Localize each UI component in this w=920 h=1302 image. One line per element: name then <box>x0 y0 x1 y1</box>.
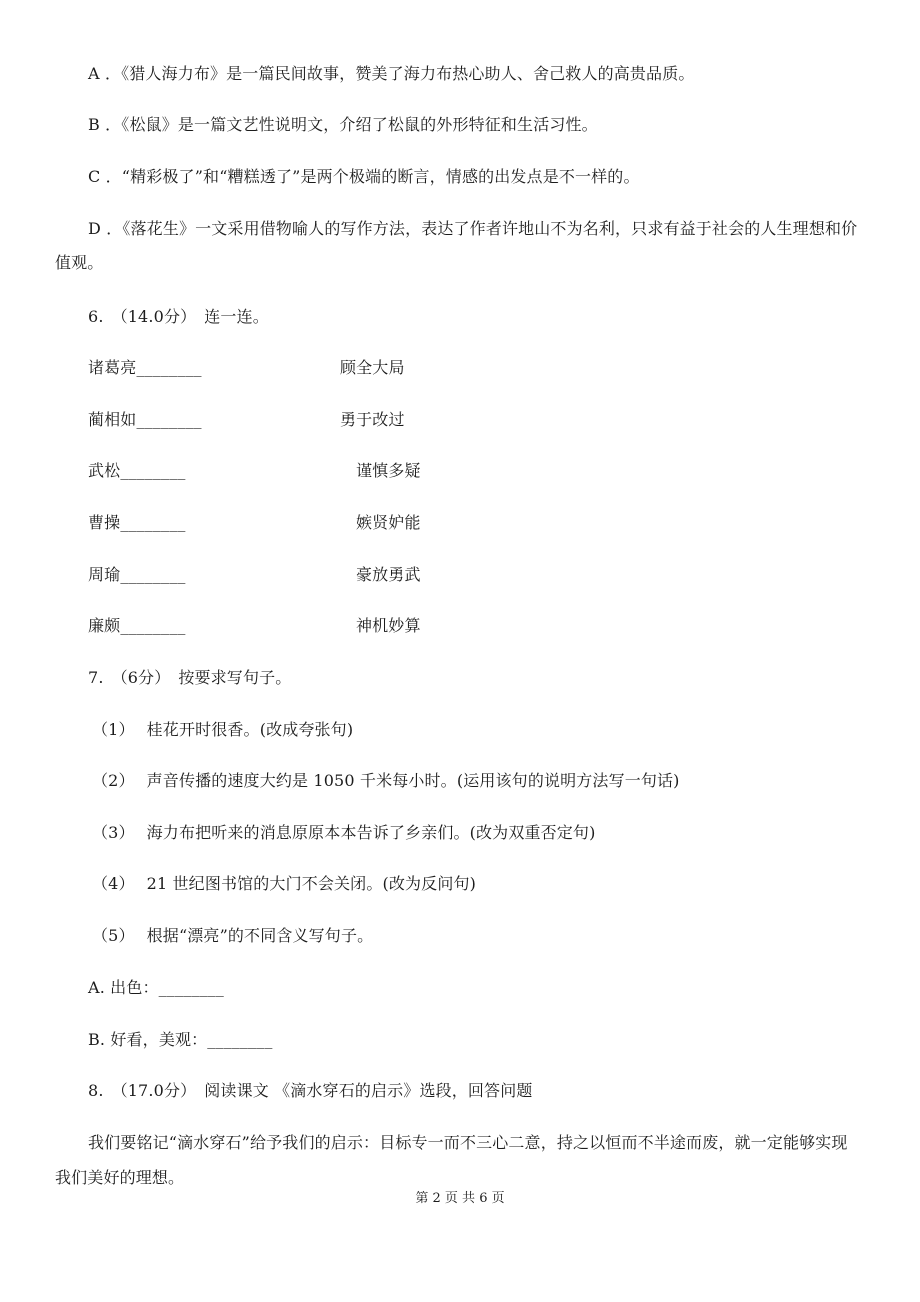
option-text: 《松鼠》是一篇文艺性说明文，介绍了松鼠的外形特征和生活习性。 <box>121 115 598 134</box>
question-score: （14.0分） <box>111 307 197 326</box>
option-d <box>88 219 857 239</box>
question-number: 8. <box>88 1081 104 1100</box>
sub-question-label: （3） <box>92 823 135 842</box>
answer-blank: ________ <box>158 978 224 997</box>
match-trait: 勇于改过 <box>340 410 405 429</box>
question-prompt: 阅读课文 《滴水穿石的启示》选段，回答问题 <box>204 1081 533 1100</box>
sub-question <box>88 926 373 946</box>
answer-label: A. 出色： <box>88 978 159 997</box>
passage-line: 我们美好的理想。 <box>55 1168 185 1187</box>
passage-line: 我们要铭记“滴水穿石”给予我们的启示：目标专一而不三心二意，持之以恒而不半途而废，就一定能够实现 <box>88 1133 848 1152</box>
sub-question <box>88 720 353 740</box>
option-label: A ． <box>88 64 122 83</box>
sub-question-label: （2） <box>92 771 135 790</box>
answer-blank: ________ <box>120 461 186 480</box>
match-name <box>88 513 186 533</box>
answer-label: B. 好看，美观： <box>88 1030 208 1049</box>
person-name: 蔺相如 <box>88 410 137 429</box>
sub-question-text: 声音传播的速度大约是 1050 千米每小时。(运用该句的说明方法写一句话) <box>146 771 680 790</box>
person-name: 曹操 <box>88 513 121 532</box>
sub-question <box>88 874 476 894</box>
person-name: 诸葛亮 <box>88 358 137 377</box>
question-prompt: 连一连。 <box>204 307 269 326</box>
sub-question <box>88 771 680 791</box>
match-name <box>88 410 202 430</box>
person-name: 廉颇 <box>88 616 121 635</box>
answer-line <box>88 1030 272 1050</box>
question-8-header <box>88 1081 533 1101</box>
answer-blank: ________ <box>136 358 202 377</box>
person-name: 武松 <box>88 461 121 480</box>
question-score: （6分） <box>111 668 171 687</box>
sub-question-label: （5） <box>92 926 135 945</box>
question-score: （17.0分） <box>111 1081 197 1100</box>
sub-question-label: （1） <box>92 720 135 739</box>
match-trait: 神机妙算 <box>356 616 421 635</box>
option-c <box>88 167 640 187</box>
answer-blank: ________ <box>120 513 186 532</box>
option-d-continuation: 值观。 <box>55 253 104 272</box>
option-text: 《猎人海力布》是一篇民间故事，赞美了海力布热心助人、舍己救人的高贵品质。 <box>121 64 695 83</box>
question-number: 7. <box>88 668 104 687</box>
sub-question <box>88 823 595 843</box>
sub-question-label: （4） <box>92 874 135 893</box>
option-text: 《落花生》一文采用借物喻人的写作方法，表达了作者许地山不为名利，只求有益于社会的人生理想和价 <box>122 219 858 238</box>
sub-question-text: 桂花开时很香。(改成夸张句) <box>146 720 354 739</box>
sub-question-text: 海力布把听来的消息原原本本告诉了乡亲们。(改为双重否定句) <box>146 823 596 842</box>
page-footer: 第 2 页 共 6 页 <box>415 1191 505 1206</box>
option-label: D ． <box>88 219 123 238</box>
question-7-header <box>88 668 291 688</box>
sub-question-text: 根据“漂亮”的不同含义写句子。 <box>146 926 374 945</box>
option-b <box>88 115 598 135</box>
match-trait: 谨慎多疑 <box>356 461 421 480</box>
answer-blank: ________ <box>136 410 202 429</box>
match-name <box>88 461 186 481</box>
match-name <box>88 616 186 636</box>
question-6-header <box>88 307 269 327</box>
question-prompt: 按要求写句子。 <box>178 668 292 687</box>
answer-blank: ________ <box>120 565 186 584</box>
question-number: 6. <box>88 307 104 326</box>
match-trait: 豪放勇武 <box>356 565 421 584</box>
option-label: C ． <box>88 167 122 186</box>
match-trait: 嫉贤妒能 <box>356 513 421 532</box>
answer-line <box>88 978 224 998</box>
option-text: “精彩极了”和“糟糕透了”是两个极端的断言，情感的出发点是不一样的。 <box>121 167 640 186</box>
person-name: 周瑜 <box>88 565 121 584</box>
match-trait: 顾全大局 <box>340 358 405 377</box>
option-a <box>88 64 695 84</box>
answer-blank: ________ <box>207 1030 273 1049</box>
sub-question-text: 21 世纪图书馆的大门不会关闭。(改为反问句) <box>146 874 477 893</box>
answer-blank: ________ <box>120 616 186 635</box>
option-label: B ． <box>88 115 122 134</box>
match-name <box>88 358 202 378</box>
match-name <box>88 565 186 585</box>
